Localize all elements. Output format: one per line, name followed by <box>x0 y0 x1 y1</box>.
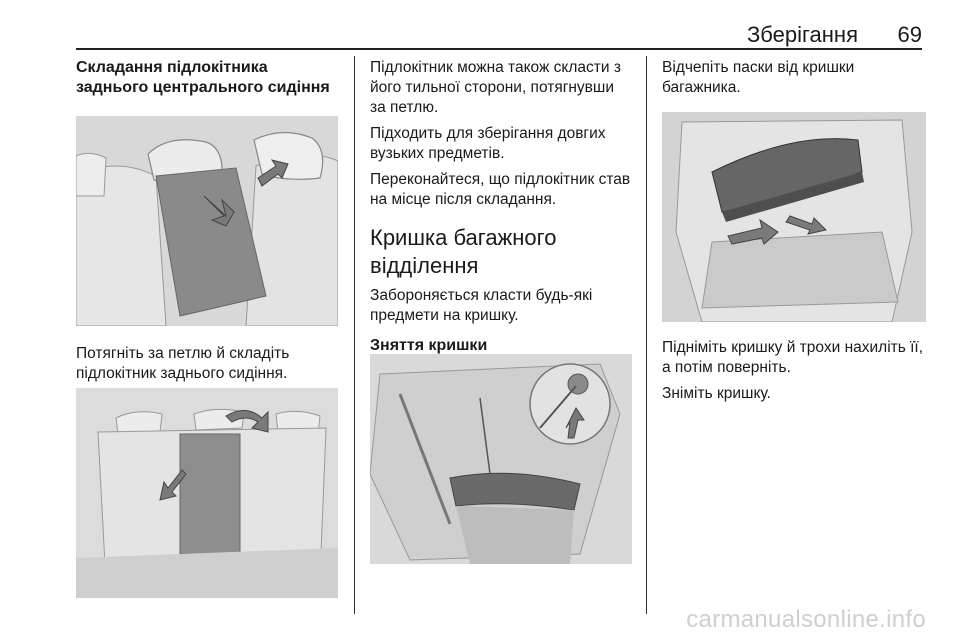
tailgate-strap-figure <box>370 354 632 564</box>
column-3-lower <box>662 338 926 404</box>
paragraph: Переконайтеся, що підлокітник став на місце після складання. <box>370 171 631 208</box>
paragraph: Підходить для зберігання довгих вузьких предметів. <box>370 125 606 162</box>
rear-seat-loop-figure <box>76 388 338 598</box>
cargo-cover-removal-figure <box>662 112 926 322</box>
column-3 <box>662 58 926 98</box>
page-header-title: Зберігання <box>747 22 858 47</box>
page-number: 69 <box>897 22 922 47</box>
paragraph: Підніміть кришку й трохи нахиліть її, а потім поверніть. <box>662 339 924 376</box>
header-divider <box>76 48 922 50</box>
column-1 <box>76 58 338 98</box>
paragraph: Підлокітник можна також скласти з його тильної сторони, потягнувши за петлю. <box>370 59 621 116</box>
paragraph: Зніміть кришку. <box>662 385 771 402</box>
armrest-subheading: Складання підлокітника заднього центрального сидіння <box>76 59 330 96</box>
section-title: Кришка багажного відділення <box>370 225 557 278</box>
watermark: carmanualsonline.info <box>686 606 926 633</box>
armrest-caption: Потягніть за петлю й складіть підлокітник заднього сидіння. <box>76 345 290 382</box>
paragraph: Забороняється класти будь-які предмети на кришку. <box>370 287 593 324</box>
column-divider <box>646 56 647 614</box>
column-2 <box>370 58 632 356</box>
cover-removal-subheading: Зняття кришки <box>370 337 488 354</box>
armrest-fold-figure <box>76 116 338 326</box>
column-divider <box>354 56 355 614</box>
armrest-caption-block <box>76 344 338 384</box>
paragraph: Відчепіть паски від кришки багажника. <box>662 59 855 96</box>
